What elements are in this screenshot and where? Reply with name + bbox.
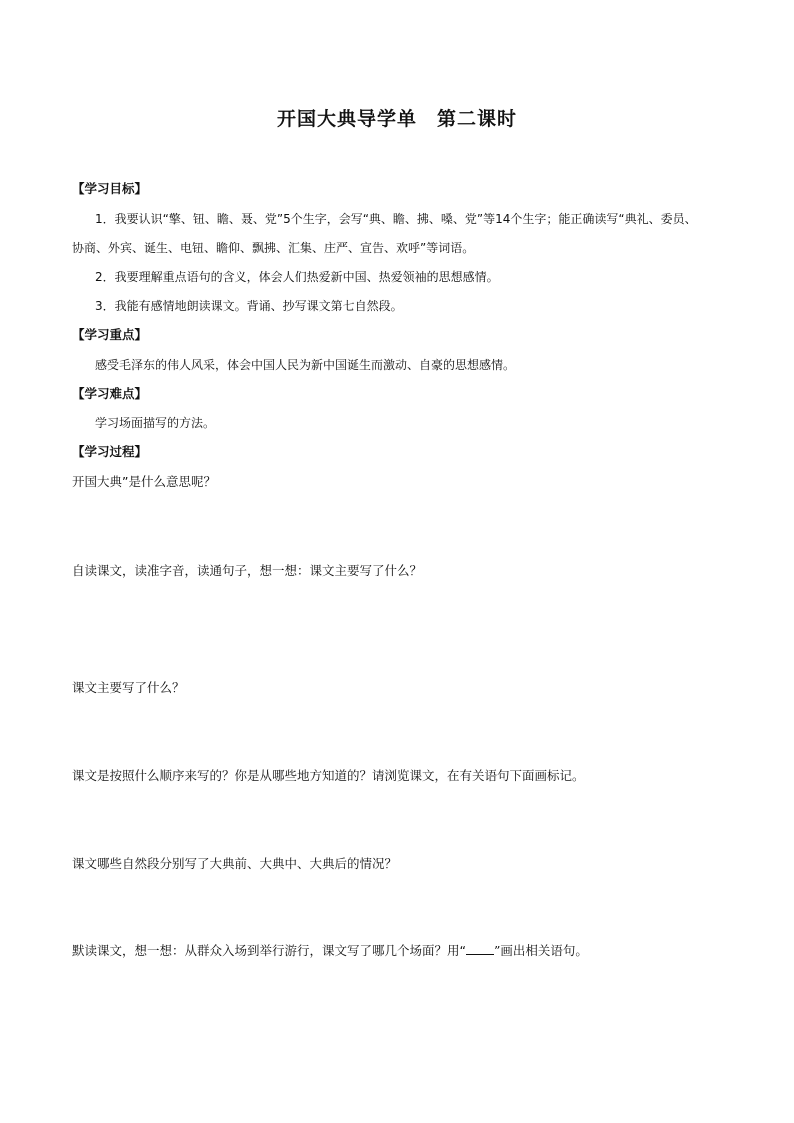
- key-points-text: 感受毛泽东的伟人风采，体会中国人民为新中国诞生而激动、自豪的思想感情。: [95, 358, 516, 372]
- goals-heading: 【学习目标】: [72, 181, 148, 196]
- question-6-text-start: 默读课文，想一想：从群众入场到举行游行，课文写了哪几个场面？用“: [72, 943, 466, 958]
- goal-item-2: 2．我要理解重点语句的含义，体会人们热爱新中国、热爱领袖的思想感情。: [95, 270, 499, 284]
- question-6: [72, 943, 588, 959]
- goal-item-1-line-2: 协商、外宾、诞生、电钮、瞻仰、飘拂、汇集、庄严、宣告、欢呼”等词语。: [72, 241, 475, 255]
- question-6-text-end: ”画出相关语句。: [493, 943, 588, 958]
- question-3: 课文主要写了什么？: [72, 680, 185, 695]
- question-1: 开国大典”是什么意思呢？: [72, 474, 216, 489]
- goal-item-1-line-1: 1．我要认识“擎、钮、瞻、聂、党”5个生字，会写“典、瞻、拂、嗓、党”等14个生字；能正确读写“典礼、委员、: [95, 212, 697, 226]
- page-title: 开国大典导学单 第二课时: [276, 108, 517, 130]
- underline-mark: [466, 944, 494, 955]
- key-points-heading: 【学习重点】: [72, 327, 148, 342]
- process-heading: 【学习过程】: [72, 444, 148, 459]
- goal-item-3: 3．我能有感情地朗读课文。背诵、抄写课文第七自然段。: [95, 299, 403, 313]
- question-5: 课文哪些自然段分别写了大典前、大典中、大典后的情况？: [72, 856, 398, 871]
- question-4: 课文是按照什么顺序来写的？你是从哪些地方知道的？请浏览课文，在有关语句下面画标记。: [72, 768, 585, 783]
- difficulties-text: 学习场面描写的方法。: [95, 416, 216, 430]
- difficulties-heading: 【学习难点】: [72, 386, 148, 401]
- question-2: 自读课文，读准字音，读通句子，想一想：课文主要写了什么？: [72, 563, 423, 578]
